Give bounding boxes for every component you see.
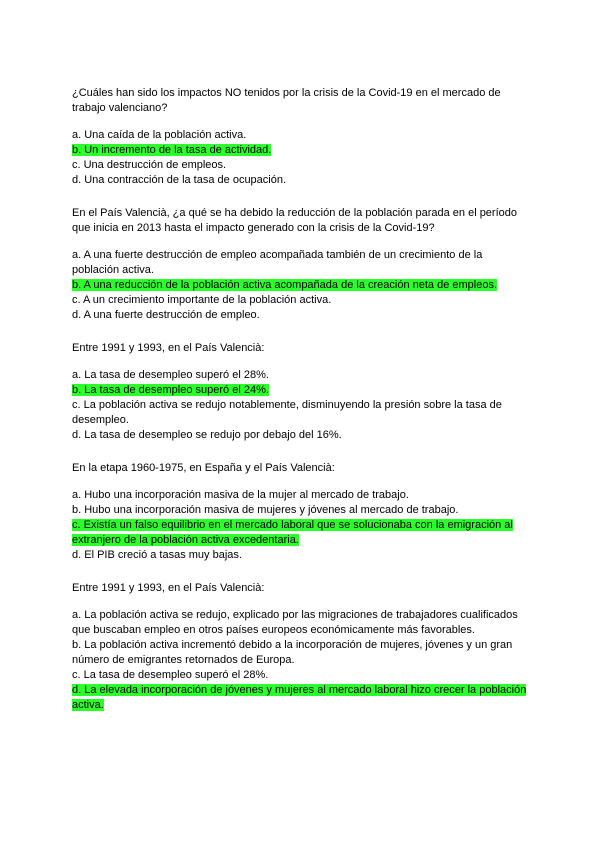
answer-option-d bbox=[72, 683, 532, 713]
answer-option-a bbox=[72, 368, 532, 383]
answer-option-d bbox=[72, 548, 532, 563]
answer-option-c bbox=[72, 293, 532, 308]
option-text: a. Una caída de la población activa. bbox=[72, 129, 247, 141]
highlighted-correct-answer: c. Existía un falso equilibrio en el mercado laboral que se solucionaba con la emigración al extranjero de la población activa excedentaria. bbox=[72, 519, 513, 546]
highlighted-correct-answer: b. La tasa de desempleo superó el 24%. bbox=[72, 384, 269, 396]
question-stem: En la etapa 1960-1975, en España y el País Valencià: bbox=[72, 462, 335, 474]
answer-option-a bbox=[72, 128, 532, 143]
option-text: c. La población activa se redujo notablemente, disminuyendo la presión sobre la tasa de desempleo. bbox=[72, 399, 502, 426]
option-text: b. Hubo una incorporación masiva de mujeres y jóvenes al mercado de trabajo. bbox=[72, 504, 459, 516]
option-text: d. La tasa de desempleo se redujo por debajo del 16%. bbox=[72, 429, 342, 441]
option-text: a. Hubo una incorporación masiva de la mujer al mercado de trabajo. bbox=[72, 489, 409, 501]
highlighted-correct-answer: d. La elevada incorporación de jóvenes y mujeres al mercado laboral hizo crecer la población activa. bbox=[72, 684, 527, 711]
option-text: a. La población activa se redujo, explicado por las migraciones de trabajadores cualificados que buscaban empleo en otros países europeos económicamente más favorables. bbox=[72, 609, 518, 636]
answer-option-a bbox=[72, 248, 532, 278]
answer-option-a bbox=[72, 608, 532, 638]
option-text: c. La tasa de desempleo superó el 28%. bbox=[72, 669, 269, 681]
question-5 bbox=[72, 581, 532, 713]
quiz-content bbox=[72, 86, 532, 731]
answer-option-d bbox=[72, 428, 532, 443]
option-text: d. A una fuerte destrucción de empleo. bbox=[72, 309, 260, 321]
question-4 bbox=[72, 461, 532, 563]
option-text: a. La tasa de desempleo superó el 28%. bbox=[72, 369, 269, 381]
answer-option-c bbox=[72, 398, 532, 428]
question-3 bbox=[72, 341, 532, 443]
question-2 bbox=[72, 206, 532, 323]
answer-option-c bbox=[72, 518, 532, 548]
question-stem: Entre 1991 y 1993, en el País Valencià: bbox=[72, 582, 265, 594]
option-text: b. La población activa incrementó debido a la incorporación de mujeres, jóvenes y un gran número de emigrantes retornados de Europa. bbox=[72, 639, 513, 666]
highlighted-correct-answer: b. Un incremento de la tasa de actividad. bbox=[72, 144, 272, 156]
answer-option-b bbox=[72, 278, 532, 293]
answer-option-b bbox=[72, 143, 532, 158]
answer-option-b bbox=[72, 503, 532, 518]
answer-option-c bbox=[72, 668, 532, 683]
answer-option-d bbox=[72, 173, 532, 188]
option-text: c. A un crecimiento importante de la población activa. bbox=[72, 294, 332, 306]
question-stem: ¿Cuáles han sido los impactos NO tenidos por la crisis de la Covid-19 en el mercado de trabajo valenciano? bbox=[72, 87, 501, 114]
highlighted-correct-answer: b. A una reducción de la población activa acompañada de la creación neta de empleos. bbox=[72, 279, 498, 291]
option-text: d. Una contracción de la tasa de ocupación. bbox=[72, 174, 287, 186]
question-stem: En el País Valencià, ¿a qué se ha debido la reducción de la población parada en el período que inicia en 2013 hasta el impacto generado con la crisis de la Covid-19? bbox=[72, 207, 517, 234]
option-text: c. Una destrucción de empleos. bbox=[72, 159, 227, 171]
question-1 bbox=[72, 86, 532, 188]
answer-option-c bbox=[72, 158, 532, 173]
answer-option-a bbox=[72, 488, 532, 503]
answer-option-b bbox=[72, 638, 532, 668]
option-text: a. A una fuerte destrucción de empleo acompañada también de un crecimiento de la población activa. bbox=[72, 249, 483, 276]
answer-option-d bbox=[72, 308, 532, 323]
question-stem: Entre 1991 y 1993, en el País Valencià: bbox=[72, 342, 265, 354]
option-text: d. El PIB creció a tasas muy bajas. bbox=[72, 549, 242, 561]
answer-option-b bbox=[72, 383, 532, 398]
